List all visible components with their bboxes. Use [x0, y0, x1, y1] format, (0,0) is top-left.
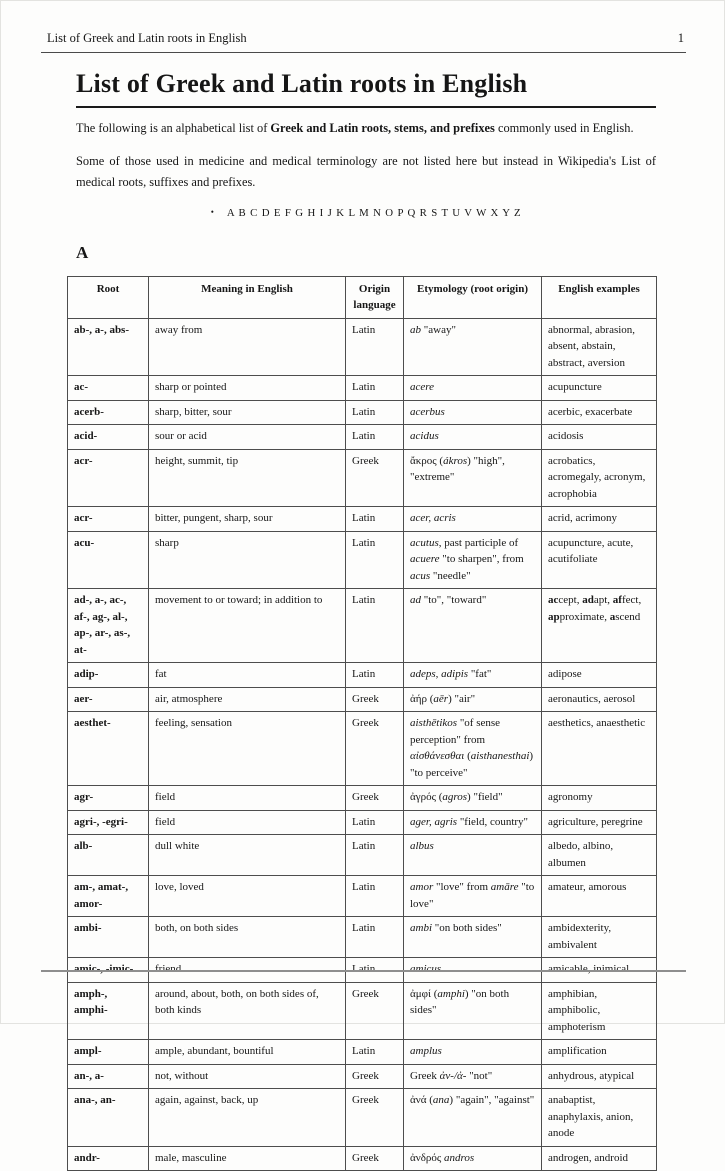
intro-1-bold: Greek and Latin roots, stems, and prefixes	[270, 121, 495, 135]
cell-root: acr-	[68, 449, 149, 507]
cell-meaning: sharp	[149, 531, 346, 589]
cell-root: andr-	[68, 1146, 149, 1171]
cell-meaning: bitter, pungent, sharp, sour	[149, 507, 346, 532]
cell-etymology: acer, acris	[404, 507, 542, 532]
cell-examples: acidosis	[542, 425, 657, 450]
cell-etymology: amicus	[404, 958, 542, 983]
cell-root: acerb-	[68, 400, 149, 425]
cell-origin: Latin	[346, 376, 404, 401]
cell-root: ac-	[68, 376, 149, 401]
cell-root: ad-, a-, ac-, af-, ag-, al-, ap-, ar-, as-, at-	[68, 589, 149, 663]
cell-root: aer-	[68, 687, 149, 712]
cell-examples: amateur, amorous	[542, 876, 657, 917]
table-row	[68, 531, 657, 589]
footer-rule	[41, 970, 686, 972]
cell-meaning: male, masculine	[149, 1146, 346, 1171]
cell-meaning: friend	[149, 958, 346, 983]
table-row	[68, 1040, 657, 1065]
cell-meaning: sharp, bitter, sour	[149, 400, 346, 425]
cell-etymology: ἀνδρός andros	[404, 1146, 542, 1171]
cell-examples: androgen, android	[542, 1146, 657, 1171]
cell-examples: aeronautics, aerosol	[542, 687, 657, 712]
cell-root: ana-, an-	[68, 1089, 149, 1147]
column-header: Meaning in English	[149, 276, 346, 318]
cell-etymology: ἀγρός (agros) "field"	[404, 786, 542, 811]
cell-meaning: field	[149, 786, 346, 811]
cell-origin: Greek	[346, 786, 404, 811]
table-header-row	[68, 276, 657, 318]
cell-meaning: movement to or toward; in addition to	[149, 589, 346, 663]
cell-root: ampl-	[68, 1040, 149, 1065]
cell-etymology: acere	[404, 376, 542, 401]
cell-origin: Greek	[346, 449, 404, 507]
cell-root: ab-, a-, abs-	[68, 318, 149, 376]
cell-examples: accept, adapt, affect, approximate, ascend	[542, 589, 657, 663]
table-row	[68, 318, 657, 376]
cell-examples: amphibian, amphibolic, amphoterism	[542, 982, 657, 1040]
cell-meaning: height, summit, tip	[149, 449, 346, 507]
cell-origin: Latin	[346, 1040, 404, 1065]
cell-meaning: sharp or pointed	[149, 376, 346, 401]
cell-etymology: ἄκρος (ákros) "high", "extreme"	[404, 449, 542, 507]
cell-meaning: field	[149, 810, 346, 835]
header-rule	[41, 52, 686, 53]
cell-root: acu-	[68, 531, 149, 589]
table-body	[68, 318, 657, 1171]
cell-meaning: love, loved	[149, 876, 346, 917]
running-header-title: List of Greek and Latin roots in English	[47, 31, 247, 45]
table-row	[68, 712, 657, 786]
cell-origin: Latin	[346, 425, 404, 450]
cell-examples: abnormal, abrasion, absent, abstain, abstract, aversion	[542, 318, 657, 376]
cell-meaning: ample, abundant, bountiful	[149, 1040, 346, 1065]
cell-etymology: amplus	[404, 1040, 542, 1065]
cell-etymology: ἀήρ (aēr) "air"	[404, 687, 542, 712]
table-row	[68, 449, 657, 507]
cell-etymology: adeps, adipis "fat"	[404, 663, 542, 688]
cell-examples: ambidexterity, ambivalent	[542, 917, 657, 958]
cell-origin: Latin	[346, 589, 404, 663]
cell-root: amph-, amphi-	[68, 982, 149, 1040]
table-row	[68, 507, 657, 532]
intro-paragraph-1	[76, 118, 656, 139]
cell-root: adip-	[68, 663, 149, 688]
cell-origin: Greek	[346, 982, 404, 1040]
cell-meaning: feeling, sensation	[149, 712, 346, 786]
cell-etymology: ἀμφί (amphi) "on both sides"	[404, 982, 542, 1040]
cell-meaning: dull white	[149, 835, 346, 876]
cell-examples: acupuncture, acute, acutifoliate	[542, 531, 657, 589]
cell-examples: acupuncture	[542, 376, 657, 401]
cell-origin: Latin	[346, 876, 404, 917]
cell-origin: Latin	[346, 835, 404, 876]
cell-meaning: away from	[149, 318, 346, 376]
cell-meaning: air, atmosphere	[149, 687, 346, 712]
cell-origin: Latin	[346, 400, 404, 425]
roots-table	[67, 276, 657, 1171]
cell-meaning: not, without	[149, 1064, 346, 1089]
intro-paragraph-2: Some of those used in medicine and medical terminology are not listed here but instead in Wikipedia's List of medical roots, suffixes and prefixes.	[76, 154, 656, 190]
alphabet-nav	[76, 207, 656, 219]
cell-examples: amplification	[542, 1040, 657, 1065]
cell-origin: Latin	[346, 318, 404, 376]
column-header: English examples	[542, 276, 657, 318]
table-row	[68, 376, 657, 401]
table-row	[68, 687, 657, 712]
cell-examples: amicable, inimical	[542, 958, 657, 983]
cell-root: agr-	[68, 786, 149, 811]
cell-origin: Latin	[346, 810, 404, 835]
cell-meaning: around, about, both, on both sides of, both kinds	[149, 982, 346, 1040]
cell-examples: aesthetics, anaesthetic	[542, 712, 657, 786]
column-header: Etymology (root origin)	[404, 276, 542, 318]
cell-examples: acrid, acrimony	[542, 507, 657, 532]
cell-root: am-, amat-, amor-	[68, 876, 149, 917]
column-header: Origin language	[346, 276, 404, 318]
cell-etymology: acerbus	[404, 400, 542, 425]
table-row	[68, 589, 657, 663]
cell-origin: Latin	[346, 507, 404, 532]
cell-examples: anabaptist, anaphylaxis, anion, anode	[542, 1089, 657, 1147]
cell-root: acid-	[68, 425, 149, 450]
cell-meaning: sour or acid	[149, 425, 346, 450]
cell-origin: Greek	[346, 1089, 404, 1147]
bullet-icon: •	[210, 206, 214, 217]
table-row	[68, 1089, 657, 1147]
cell-examples: agriculture, peregrine	[542, 810, 657, 835]
cell-meaning: both, on both sides	[149, 917, 346, 958]
cell-meaning: again, against, back, up	[149, 1089, 346, 1147]
page-number: 1	[677, 31, 684, 45]
section-heading-a: A	[76, 242, 89, 262]
cell-root: ambi-	[68, 917, 149, 958]
table-row	[68, 810, 657, 835]
table-row	[68, 917, 657, 958]
table-row	[68, 1146, 657, 1171]
table-row	[68, 663, 657, 688]
table-row	[68, 786, 657, 811]
document-title: List of Greek and Latin roots in English	[76, 69, 656, 108]
cell-examples: anhydrous, atypical	[542, 1064, 657, 1089]
table-row	[68, 835, 657, 876]
cell-origin: Latin	[346, 663, 404, 688]
intro-1-post: commonly used in English.	[494, 121, 634, 135]
cell-origin: Greek	[346, 712, 404, 786]
column-header: Root	[68, 276, 149, 318]
cell-etymology: ager, agris "field, country"	[404, 810, 542, 835]
cell-examples: acerbic, exacerbate	[542, 400, 657, 425]
cell-origin: Greek	[346, 687, 404, 712]
cell-etymology: acutus, past participle of acuere "to sharpen", from acus "needle"	[404, 531, 542, 589]
cell-root: aesthet-	[68, 712, 149, 786]
cell-root: agri-, -egri-	[68, 810, 149, 835]
cell-etymology: ad "to", "toward"	[404, 589, 542, 663]
table-row	[68, 400, 657, 425]
cell-origin: Latin	[346, 958, 404, 983]
cell-etymology: acidus	[404, 425, 542, 450]
cell-meaning: fat	[149, 663, 346, 688]
intro-1-pre: The following is an alphabetical list of	[76, 121, 271, 135]
cell-root: an-, a-	[68, 1064, 149, 1089]
cell-origin: Greek	[346, 1064, 404, 1089]
cell-etymology: ἀνά (ana) "again", "against"	[404, 1089, 542, 1147]
cell-root: alb-	[68, 835, 149, 876]
cell-etymology: amor "love" from amāre "to love"	[404, 876, 542, 917]
cell-etymology: ambi "on both sides"	[404, 917, 542, 958]
cell-examples: adipose	[542, 663, 657, 688]
cell-root: amic-, -imic-	[68, 958, 149, 983]
table-row	[68, 982, 657, 1040]
document-page	[1, 1, 725, 1164]
cell-origin: Greek	[346, 1146, 404, 1171]
cell-etymology: ab "away"	[404, 318, 542, 376]
content-area	[76, 69, 656, 1171]
cell-examples: albedo, albino, albumen	[542, 835, 657, 876]
table-row	[68, 425, 657, 450]
alphabet-links[interactable]: A B C D E F G H I J K L M N O P Q R S T U V W X Y Z	[226, 206, 522, 219]
table-row	[68, 876, 657, 917]
cell-root: acr-	[68, 507, 149, 532]
running-header	[41, 31, 686, 52]
cell-etymology: albus	[404, 835, 542, 876]
cell-etymology: aisthētikos "of sense perception" from αἰσθάνεσθαι (aisthanesthai) "to perceive"	[404, 712, 542, 786]
cell-etymology: Greek ἀν-/ἀ- "not"	[404, 1064, 542, 1089]
cell-examples: acrobatics, acromegaly, acronym, acrophobia	[542, 449, 657, 507]
cell-origin: Latin	[346, 917, 404, 958]
cell-origin: Latin	[346, 531, 404, 589]
cell-examples: agronomy	[542, 786, 657, 811]
table-row	[68, 1064, 657, 1089]
